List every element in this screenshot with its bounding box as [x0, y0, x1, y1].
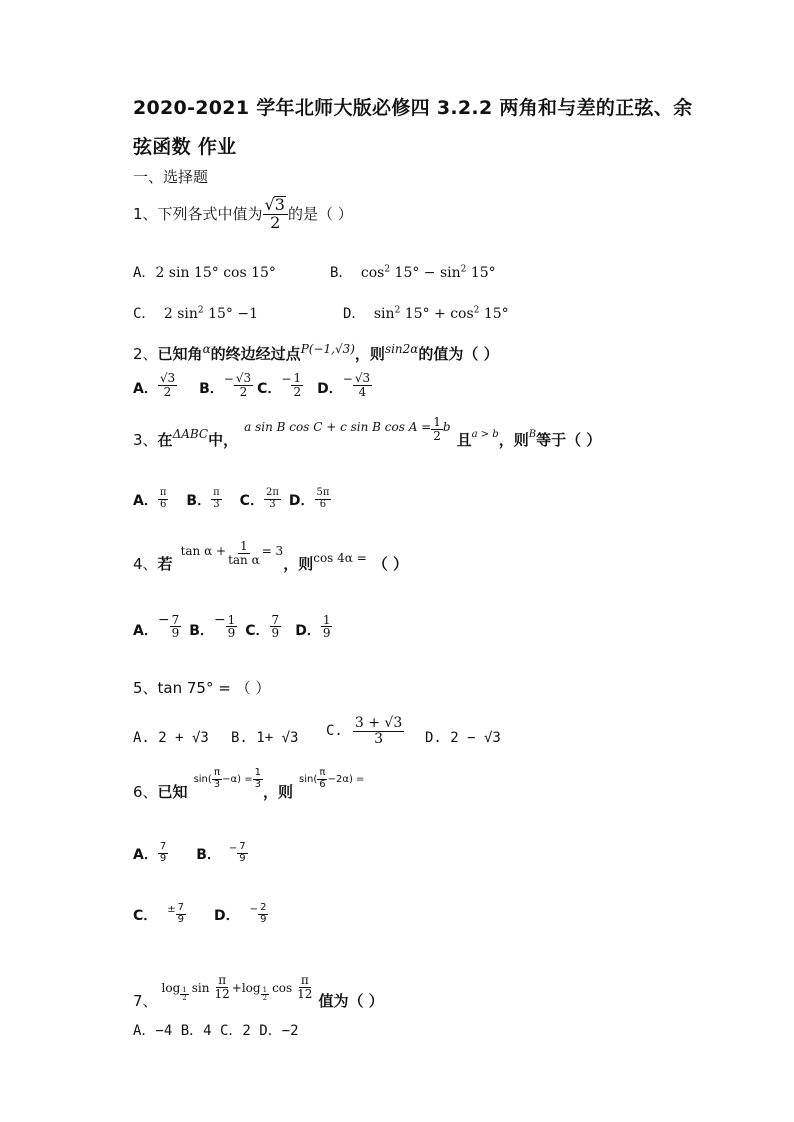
q3-text-2: 中， [208, 430, 239, 449]
q1-c-label: C． [133, 306, 156, 322]
q6-d-frac: $\frac{2}{9}$ [260, 902, 267, 925]
q2-b-label: B． [199, 381, 224, 398]
question-6-stem [133, 767, 365, 802]
q3-c-frac: $\frac{2\pi}{3}$ [265, 487, 279, 510]
q6-options-row2 [133, 903, 268, 925]
q4-number: 4、 [133, 554, 158, 573]
q7-text: 值为（ ） [318, 992, 384, 1010]
q1-option-a [133, 262, 276, 282]
q1-c-end: 15° −1 [208, 306, 259, 322]
q3-c-label: C． [239, 493, 264, 509]
q3-half-frac: $\frac{1}{2}$ [433, 415, 441, 443]
q1-d-pre: sin [373, 306, 395, 322]
q2-d-frac: $\frac{√3}{4}$ [354, 371, 371, 399]
q2-options [133, 372, 372, 398]
q2-point: P(−1,√3) [300, 341, 355, 356]
q4-d-label: D． [295, 623, 321, 639]
q7-number: 7、 [133, 992, 158, 1010]
q1-b-cos: cos [360, 265, 385, 281]
q1-d-sup1: 2 [394, 305, 401, 316]
q3-b-frac: $\frac{\pi}{3}$ [213, 487, 220, 510]
q5-option-b: B. 1+ √3 [231, 730, 299, 746]
q4-a-sign: − [157, 612, 170, 628]
q1-stem-post: 的是（ ） [287, 205, 353, 224]
q7-frac-1: $\frac{\pi}{12}$ [214, 973, 230, 1001]
q2-a-label: A． [133, 381, 158, 398]
q2-text-4: 的值为（ ） [418, 345, 499, 363]
q4-text-2: ，则 [283, 554, 314, 573]
question-2-stem [133, 343, 499, 364]
section-heading: 一、选择题 [133, 168, 209, 186]
q6-given-expr: sin( $\frac{\pi}{3}$ −α) = $\frac{1}{3}$ [193, 767, 261, 790]
q5-c-label: C. [326, 723, 343, 740]
q7-log-1: log [161, 980, 181, 995]
q1-option-b [330, 262, 496, 282]
q6-b-sign: − [228, 843, 238, 854]
q6-d-sign: − [249, 904, 259, 915]
q2-c-sign: − [281, 372, 292, 387]
q3-triangle: ΔABC [172, 427, 209, 442]
q2-expr: sin2α [384, 341, 419, 356]
q7-sin: sin [191, 980, 210, 995]
q6-d-label: D． [214, 908, 240, 924]
question-7-stem [133, 964, 384, 1011]
q7-base-1: $\frac{1}{2}$ [182, 985, 187, 1002]
q6-text-2: ，则 [262, 782, 293, 801]
q3-text-4: ，则 [498, 430, 529, 449]
q6-text-1: 已知 [157, 782, 188, 801]
q2-b-frac: $\frac{√3}{2}$ [235, 371, 252, 399]
q1-a-label: A． [133, 265, 156, 281]
q6-c-label: C． [133, 908, 158, 924]
q3-var-B: B [528, 428, 537, 440]
q4-c-frac: $\frac{7}{9}$ [271, 612, 280, 641]
q3-condition: a > b [471, 428, 499, 440]
q5-option-a: A. 2 + √3 [133, 730, 209, 746]
q6-c-sign: ± [167, 904, 176, 915]
q3-var-b: b [442, 420, 451, 435]
q1-d-end: 15° [483, 306, 509, 322]
q1-b-label: B． [330, 265, 353, 281]
question-4-stem [133, 539, 408, 576]
q4-b-sign: − [213, 612, 226, 628]
q2-d-label: D． [317, 381, 343, 398]
q7-expression [162, 973, 315, 1003]
q3-number: 3、 [133, 430, 158, 449]
q2-d-sign: − [342, 372, 353, 387]
q2-text-1: 已知角 [157, 345, 203, 363]
q2-alpha: α [202, 341, 211, 356]
q6-e1-result: $\frac{1}{3}$ [254, 767, 261, 790]
q4-text-1: 若 [157, 554, 173, 573]
q1-c-sup: 2 [197, 305, 204, 316]
question-5-stem: 5、tan 75° = （ ） [133, 679, 271, 697]
q1-b-end: 15° [470, 265, 496, 281]
q6-number: 6、 [133, 782, 158, 801]
q6-e2-frac: $\frac{\pi}{6}$ [319, 767, 326, 790]
q4-text-3: （ ） [372, 554, 408, 573]
q6-a-frac: $\frac{7}{9}$ [159, 841, 167, 864]
q4-a-frac: $\frac{7}{9}$ [171, 612, 180, 641]
q1-a-text: 2 sin 15° cos 15° [155, 265, 276, 281]
q2-c-label: C． [257, 381, 282, 398]
q1-stem-pre: 1、下列各式中值为 [133, 205, 263, 224]
q4-options [133, 612, 332, 640]
q3-a-label: A． [133, 493, 158, 509]
q7-log-2: log [241, 980, 261, 995]
q3-a-frac: $\frac{\pi}{6}$ [159, 487, 167, 510]
q1-option-d [343, 303, 509, 323]
q5-option-c [326, 716, 404, 746]
q6-e1-frac: $\frac{\pi}{3}$ [213, 767, 221, 790]
q3-b-label: B． [186, 493, 212, 509]
q1-d-mid: 15° + cos [404, 306, 474, 322]
q7-cos: cos [272, 980, 293, 995]
q3-text-5: 等于（ ） [536, 430, 602, 449]
q6-target-expr: sin( $\frac{\pi}{6}$ −2α) = [299, 767, 365, 790]
q1-c-pre: 2 sin [163, 306, 198, 322]
q2-a-frac: $\frac{√3}{2}$ [159, 371, 176, 399]
q6-a-label: A． [133, 847, 158, 863]
q3-text-3: 且 [456, 430, 472, 449]
q6-b-frac: $\frac{7}{9}$ [239, 841, 246, 864]
q3-equation: a sin B cos C + c sin B cos A = [244, 420, 432, 435]
q1-b-sup2: 2 [460, 264, 467, 275]
q2-text-2: 的终边经过点 [210, 345, 301, 363]
q1-d-sup2: 2 [473, 305, 480, 316]
q3-d-frac: $\frac{5\pi}{6}$ [316, 487, 330, 510]
q1-fraction: $\frac{√3}{2}$ [263, 196, 288, 232]
q2-c-frac: $\frac{1}{2}$ [293, 371, 302, 399]
question-3-stem [133, 415, 602, 452]
q4-c-label: C． [245, 623, 270, 639]
q1-b-sup1: 2 [384, 264, 391, 275]
q4-d-frac: $\frac{1}{9}$ [322, 612, 331, 641]
q7-base-2: $\frac{1}{2}$ [262, 985, 268, 1002]
q4-expr: cos 4α = [313, 551, 367, 566]
q1-option-c [133, 303, 258, 323]
q3-text-1: 在 [157, 430, 173, 449]
q3-d-label: D． [288, 493, 315, 509]
q7-plus: + [231, 980, 242, 995]
q6-options-row1 [133, 842, 248, 864]
q4-b-label: B． [189, 623, 214, 639]
q7-options: A．−4 B．4 C．2 D．−2 [133, 1023, 299, 1039]
q4-b-frac: $\frac{1}{9}$ [227, 612, 236, 641]
q2-text-3: ，则 [354, 345, 385, 363]
q1-b-mid: 15° − sin [394, 265, 461, 281]
question-1-stem [133, 196, 353, 232]
q6-b-label: B． [196, 847, 221, 863]
q5-c-frac: $\frac{3 + √3}{3}$ [354, 715, 403, 747]
q5-option-d: D. 2 − √3 [425, 730, 501, 746]
q2-number: 2、 [133, 345, 158, 363]
q6-c-frac: $\frac{7}{9}$ [177, 902, 185, 925]
q4-a-label: A． [133, 623, 158, 639]
q4-eq-frac: $\frac{1}{\text{tan α}}$ [228, 539, 260, 567]
q2-b-sign: − [223, 372, 234, 387]
doc-title-line2: 弦函数 作业 [133, 136, 237, 158]
q1-d-label: D． [343, 306, 366, 322]
q4-eq-post: = 3 [261, 544, 284, 559]
q3-options [133, 488, 331, 510]
q7-frac-2: $\frac{\pi}{12}$ [297, 973, 313, 1001]
q4-eq-pre: tan α + [180, 544, 227, 559]
doc-title-line1: 2020-2021 学年北师大版必修四 3.2.2 两角和与差的正弦、余 [133, 97, 693, 119]
